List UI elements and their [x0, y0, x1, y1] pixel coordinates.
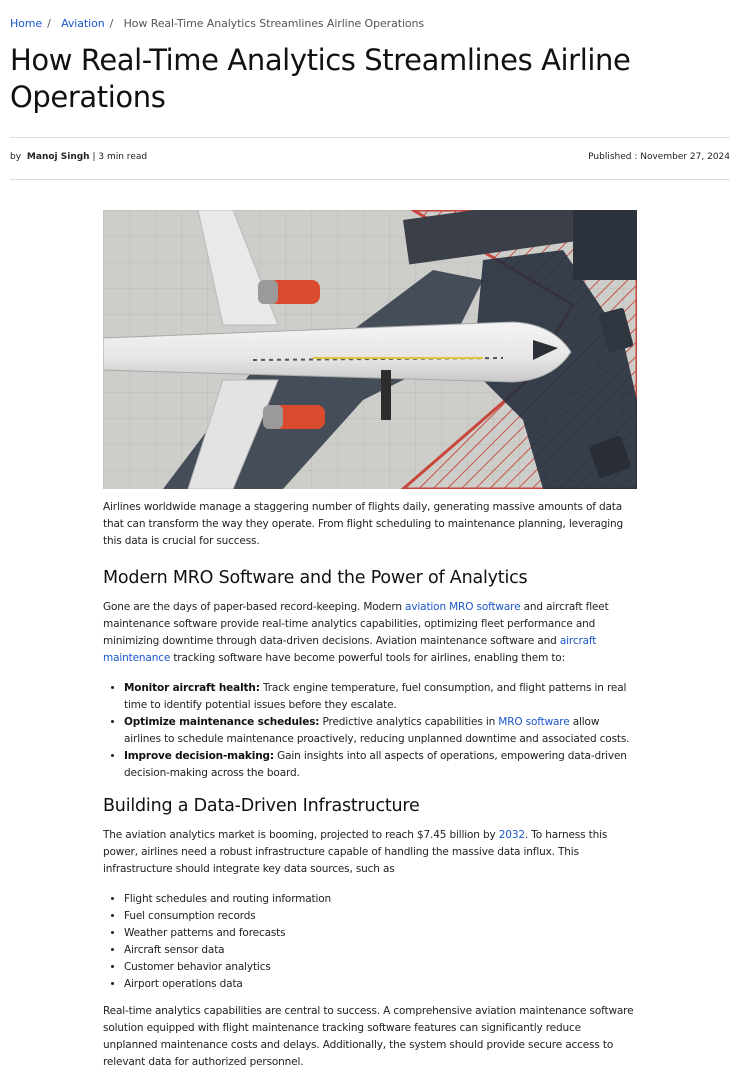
meta-separator: | — [92, 152, 96, 162]
breadcrumb-aviation-link[interactable]: Aviation — [61, 17, 105, 30]
article-body — [103, 499, 635, 1071]
link-mro-software[interactable]: MRO software — [498, 716, 570, 728]
breadcrumb-current: How Real-Time Analytics Streamlines Airline Operations — [123, 17, 425, 30]
list-item — [124, 680, 635, 714]
bullet-text: Predictive analytics capabilities in — [319, 716, 499, 728]
bullet-text: Track engine temperature, fuel consumption, and flight patterns in real time to identify potential issues before they escalate. — [124, 682, 627, 711]
section-paragraph-mro — [103, 599, 635, 667]
list-item: • Weather patterns and forecasts — [124, 925, 635, 942]
breadcrumb-home-link[interactable]: Home — [10, 17, 43, 30]
text-span: The aviation analytics market is booming, projected to reach $7.45 billion by — [103, 829, 499, 841]
text-span: and aircraft fleet maintenance software provide real-time analytics capabilities, optimizing fleet performance and minimizing downtime through data-driven decisions. Aviation maintenance software and — [103, 601, 609, 647]
breadcrumb-separator: / — [109, 17, 114, 30]
section-heading-mro: Modern MRO Software and the Power of Analytics — [103, 568, 528, 588]
closing-paragraph: Real-time analytics capabilities are central to success. A comprehensive aviation maintenance software solution equipped with flight maintenance tracking software features can significantly reduce unplanned maintenance costs and delays. Additionally, the system should provide secure access to relevant data for authorized personnel. — [103, 1005, 634, 1068]
text-span: . To harness this power, airlines need a robust infrastructure capable of handling the massive data influx. This infrastructure should integrate key data sources, such as — [103, 829, 608, 875]
bullet-text: allow airlines to schedule maintenance proactively, reducing unplanned downtime and associated costs. — [124, 716, 630, 745]
list-item — [124, 748, 635, 782]
list-item: • Customer behavior analytics — [124, 959, 635, 976]
hero-image-airplane — [103, 210, 637, 489]
text-span: Gone are the days of paper-based record-keeping. Modern — [103, 601, 406, 613]
section-heading-infrastructure: Building a Data-Driven Infrastructure — [103, 796, 420, 816]
author-name[interactable]: Manoj Singh — [26, 152, 90, 162]
byline — [10, 152, 147, 162]
intro-paragraph: Airlines worldwide manage a staggering number of flights daily, generating massive amounts of data that can transform the way they operate. From flight scheduling to maintenance planning, leveraging this data is crucial for success. — [103, 501, 624, 547]
link-aviation-mro-software[interactable]: aviation MRO software — [405, 601, 521, 613]
text-span: tracking software have become powerful tools for airlines, enabling them to: — [170, 652, 565, 664]
breadcrumb-separator: / — [47, 17, 51, 30]
bullet-label: Improve decision-making: — [124, 750, 274, 762]
article-meta — [10, 137, 730, 180]
published-date: Published : November 27, 2024 — [588, 152, 730, 162]
read-time: 3 min read — [98, 152, 148, 162]
link-2032[interactable]: 2032 — [498, 829, 525, 841]
list-item: • Flight schedules and routing information — [124, 891, 635, 908]
list-item: • Airport operations data — [124, 976, 635, 993]
airplane-illustration — [103, 210, 637, 489]
section-paragraph-infrastructure — [103, 827, 635, 878]
benefits-list — [103, 680, 635, 782]
list-item: • Aircraft sensor data — [124, 942, 635, 959]
breadcrumb — [10, 17, 424, 30]
link-aircraft-maintenance[interactable]: aircraft maintenance — [103, 635, 597, 664]
bullet-label: Monitor aircraft health: — [124, 682, 260, 694]
page-title: How Real-Time Analytics Streamlines Airline Operations — [10, 43, 631, 114]
list-item: • Fuel consumption records — [124, 908, 635, 925]
data-sources-list — [103, 891, 635, 993]
bullet-label: Optimize maintenance schedules: — [124, 716, 320, 728]
by-label: by — [10, 152, 22, 162]
bullet-text: Gain insights into all aspects of operations, empowering data-driven decision-making across the board. — [124, 750, 627, 779]
list-item — [124, 714, 635, 748]
